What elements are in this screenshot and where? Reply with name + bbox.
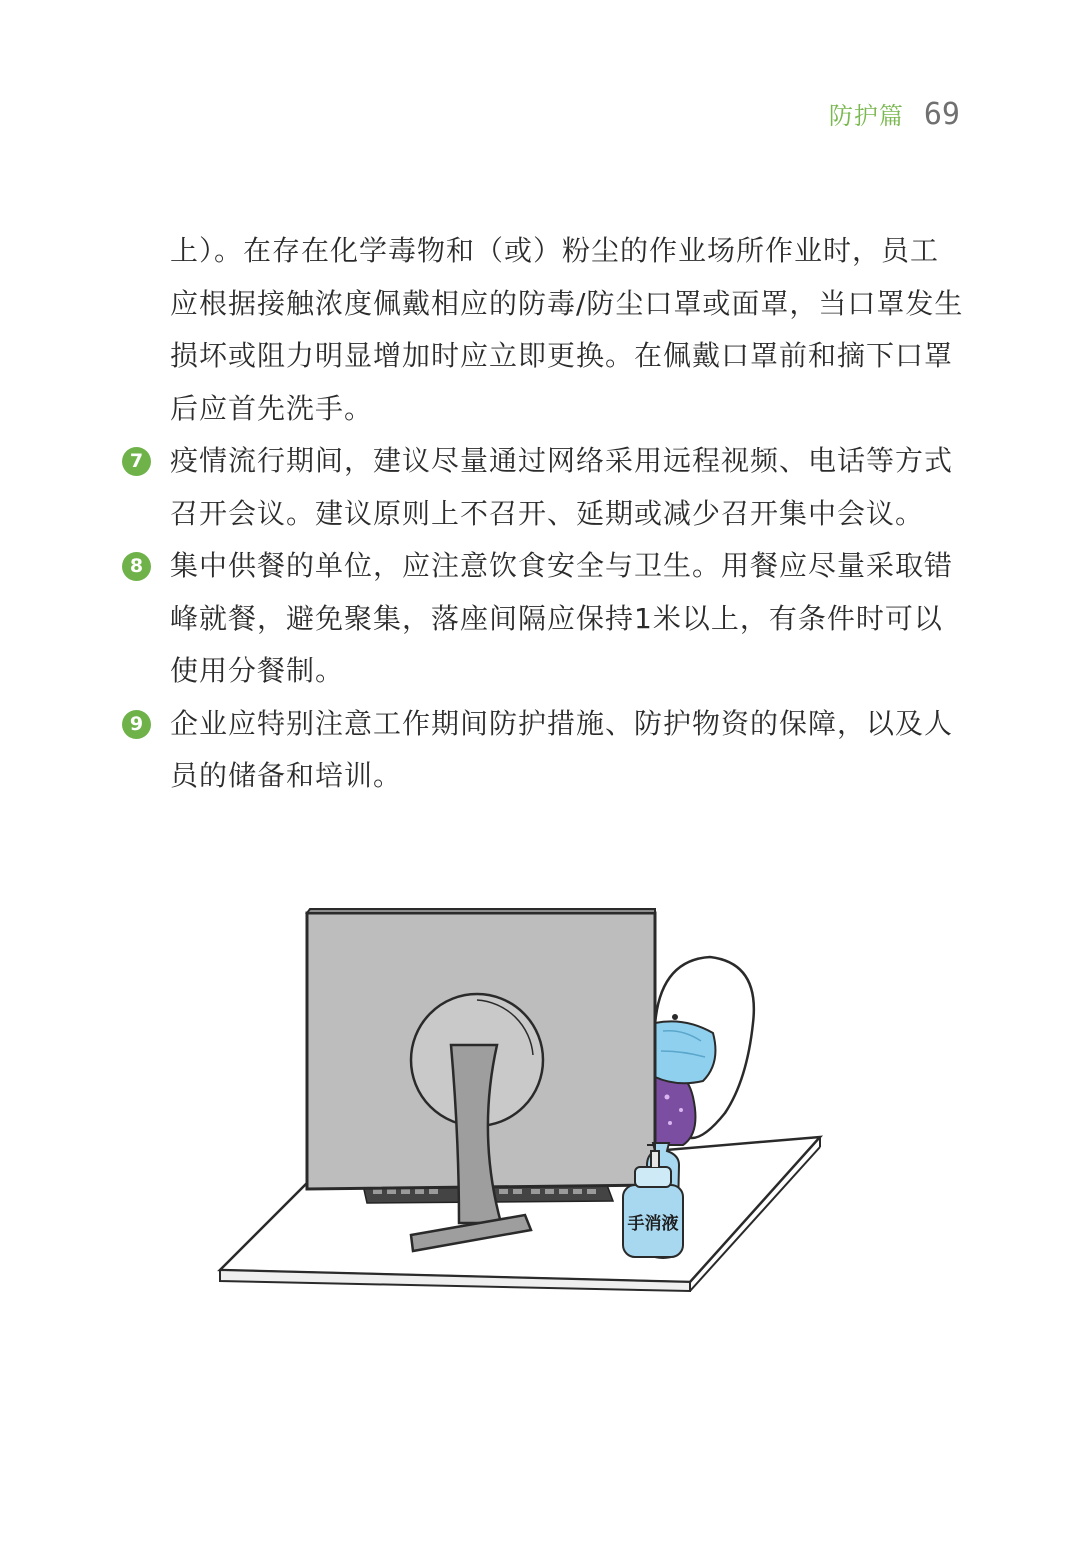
list-item-text: 疫情流行期间，建议尽量通过网络采用远程视频、电话等方式召开会议。建议原则上不召开、延期或减少召开集中会议。 [170,444,954,530]
person-figure [653,957,754,1145]
page-number: 69 [923,97,960,132]
list-item-8 [129,540,965,698]
intro-paragraph: 上）。在存在化学毒物和（或）粉尘的作业场所作业时，员工应根据接触浓度佩戴相应的防毒/防尘口罩或面罩，当口罩发生损坏或阻力明显增加时应立即更换。在佩戴口罩前和摘下口罩后应首先洗手。 [170,234,964,425]
number-badge: 9 [122,710,151,739]
section-title: 防护篇 [828,102,904,130]
body-text [129,225,965,803]
list-item-7 [129,435,965,540]
page-header [829,96,960,132]
list-item-text: 企业应特别注意工作期间防护措施、防护物资的保障，以及人员的储备和培训。 [170,706,954,792]
list-item-text: 集中供餐的单位，应注意饮食安全与卫生。用餐应尽量采取错峰就餐，避免聚集，落座间隔应保持1米以上，有条件时可以使用分餐制。 [170,549,954,687]
bottle-label: 手消液 [627,1214,679,1234]
list-item-9 [129,698,965,803]
number-badge: 8 [122,552,151,581]
number-badge: 7 [122,447,151,476]
office-illustration [215,905,835,1300]
